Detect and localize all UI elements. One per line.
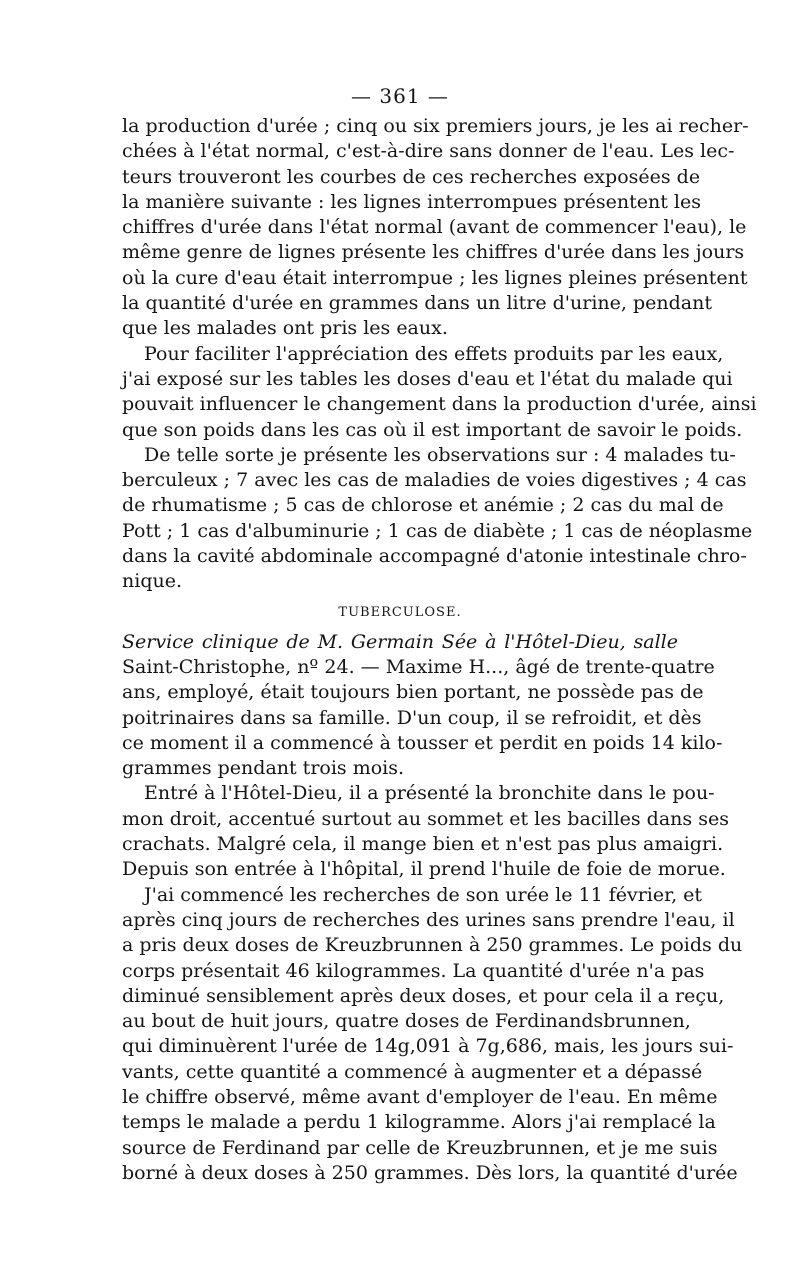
text-line: après cinq jours de recherches des urines sans prendre l'eau, il — [122, 908, 735, 931]
text-line: teurs trouveront les courbes de ces recherches exposées de — [122, 165, 701, 188]
text-line: le chiffre observé, même avant d'employer de l'eau. En même — [122, 1085, 718, 1108]
text-line: pouvait influencer le changement dans la production d'urée, ainsi — [122, 393, 757, 416]
text-line: crachats. Malgré cela, il mange bien et n'est pas plus amaigri. — [122, 833, 724, 856]
text-line: la production d'urée ; cinq ou six premiers jours, je les ai recher- — [122, 115, 749, 137]
section-heading: TUBERCULOSE. — [338, 604, 462, 620]
text-line: nique. — [122, 570, 182, 593]
text-line: De telle sorte je présente les observations sur : 4 malades tu- — [144, 443, 736, 466]
text-line: Pott ; 1 cas d'albuminurie ; 1 cas de diabète ; 1 cas de néoplasme — [122, 519, 753, 542]
text-line: temps le malade a perdu 1 kilogramme. Alors j'ai remplacé la — [122, 1111, 716, 1134]
text-line: Service clinique de M. Germain Sée à l'Hôtel-Dieu, salle — [122, 630, 678, 653]
text-line: J'ai commencé les recherches de son urée le 11 février, et — [144, 883, 703, 906]
text-line: vants, cette quantité a commencé à augmenter et a dépassé — [122, 1060, 703, 1083]
text-line: la quantité d'urée en grammes dans un litre d'urine, pendant — [122, 292, 712, 315]
text-line: berculeux ; 7 avec les cas de maladies de voies digestives ; 4 cas — [122, 469, 747, 492]
text-line: j'ai exposé sur les tables les doses d'eau et l'état du malade qui — [122, 367, 733, 390]
text-line: dans la cavité abdominale accompagné d'atonie intestinale chro- — [122, 545, 747, 568]
text-line: même genre de lignes présente les chiffres d'urée dans les jours — [122, 241, 745, 264]
text-line: mon droit, accentué surtout au sommet et les bacilles dans ses — [122, 807, 729, 830]
text-line: où la cure d'eau était interrompue ; les lignes pleines présentent — [122, 266, 748, 289]
text-line: poitrinaires dans sa famille. D'un coup, il se refroidit, et dès — [122, 706, 702, 729]
text-line: que les malades ont pris les eaux. — [122, 317, 448, 340]
text-line: chiffres d'urée dans l'état normal (avant de commencer l'eau), le — [122, 216, 747, 239]
text-line: chées à l'état normal, c'est-à-dire sans donner de l'eau. Les lec- — [122, 140, 735, 163]
text-line: Saint-Christophe, nº 24. — Maxime H..., âgé de trente-quatre — [122, 655, 715, 678]
text-line: borné à deux doses à 250 grammes. Dès lors, la quantité d'urée — [122, 1161, 738, 1184]
text-line: Pour faciliter l'appréciation des effets produits par les eaux, — [144, 342, 724, 365]
text-line: a pris deux doses de Kreuzbrunnen à 250 grammes. Le poids du — [122, 934, 743, 957]
text-line: au bout de huit jours, quatre doses de Ferdinandsbrunnen, — [122, 1010, 691, 1033]
text-line: grammes pendant trois mois. — [122, 757, 405, 780]
page-number: — 361 — — [351, 84, 449, 108]
text-line: Depuis son entrée à l'hôpital, il prend l'huile de foie de morue. — [122, 858, 726, 881]
text-line: ce moment il a commencé à tousser et perdit en poids 14 kilo- — [122, 731, 723, 754]
text-line: que son poids dans les cas où il est important de savoir le poids. — [122, 418, 743, 441]
text-line: la manière suivante : les lignes interrompues présentent les — [122, 190, 701, 213]
text-line: source de Ferdinand par celle de Kreuzbrunnen, et je me suis — [122, 1136, 718, 1159]
text-line: de rhumatisme ; 5 cas de chlorose et anémie ; 2 cas du mal de — [122, 494, 724, 517]
body-text — [122, 114, 757, 1186]
text-line: ans, employé, était toujours bien portant, ne possède pas de — [122, 681, 704, 704]
text-line: qui diminuèrent l'urée de 14g,091 à 7g,686, mais, les jours sui- — [122, 1035, 734, 1058]
text-line: corps présentait 46 kilogrammes. La quantité d'urée n'a pas — [122, 959, 705, 982]
text-line: Entré à l'Hôtel-Dieu, il a présenté la bronchite dans le pou- — [144, 782, 715, 805]
text-line: diminué sensiblement après deux doses, et pour cela il a reçu, — [122, 984, 725, 1007]
